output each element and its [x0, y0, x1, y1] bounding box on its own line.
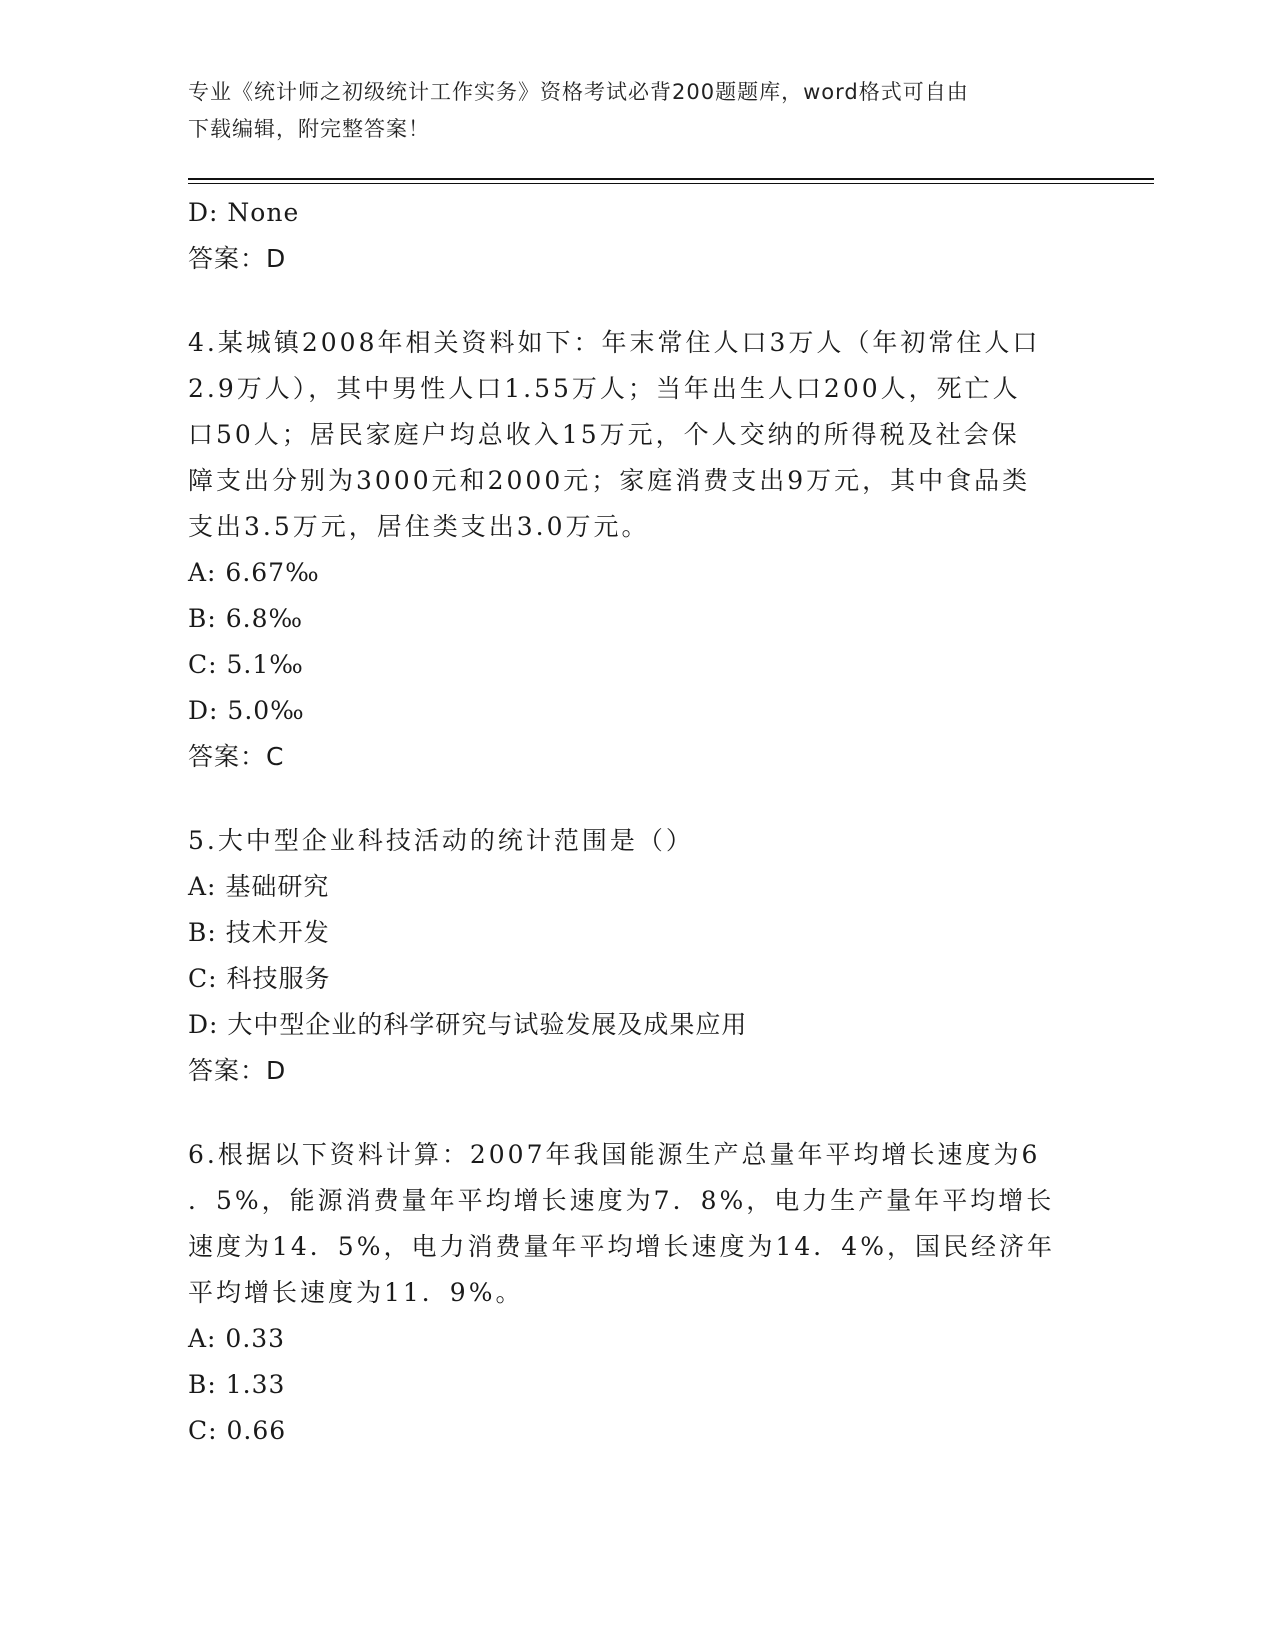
- spacer: [188, 1094, 1088, 1132]
- question-4-text: [188, 320, 1088, 550]
- question-4-option-c: C: 5.1‰: [188, 650, 304, 679]
- question-5-answer: 答案：D: [188, 1056, 287, 1085]
- question-6-line: ．5%，能源消费量年平均增长速度为7．8%，电力生产量年平均增长: [188, 1186, 1055, 1215]
- question-4-option-d: D: 5.0‰: [188, 696, 305, 725]
- document-header: [188, 74, 1068, 148]
- question-5-option-b: B: 技术开发: [188, 918, 330, 947]
- question-6-text: [188, 1132, 1088, 1316]
- question-4-line: 2.9万人），其中男性人口1.55万人；当年出生人口200人，死亡人: [188, 374, 1021, 403]
- question-list: [188, 190, 1088, 1454]
- question-5-option-c: C: 科技服务: [188, 964, 331, 993]
- question-4-option-a: A: 6.67‰: [188, 558, 320, 587]
- question-6-line: 速度为14．5%，电力消费量年平均增长速度为14．4%，国民经济年: [188, 1232, 1055, 1261]
- question-4-option-b: B: 6.8‰: [188, 604, 304, 633]
- question-4-answer: 答案：C: [188, 742, 285, 771]
- question-6-option-a: A: 0.33: [188, 1324, 286, 1353]
- question-5-option-a: A: 基础研究: [188, 872, 330, 901]
- question-4-line: 口50人；居民家庭户均总收入15万元，个人交纳的所得税及社会保: [188, 420, 1020, 449]
- prev-answer: 答案：D: [188, 244, 287, 273]
- question-4-line: 支出3.5万元，居住类支出3.0万元。: [188, 512, 650, 541]
- question-6-line: 平均增长速度为11．9%。: [188, 1278, 524, 1307]
- question-4-line: 4.某城镇2008年相关资料如下：年末常住人口3万人（年初常住人口: [188, 328, 1041, 357]
- question-6-option-c: C: 0.66: [188, 1416, 287, 1445]
- question-5-option-d: D: 大中型企业的科学研究与试验发展及成果应用: [188, 1010, 748, 1039]
- header-divider-thick: [188, 178, 1154, 180]
- question-6-line: 6.根据以下资料计算：2007年我国能源生产总量年平均增长速度为6: [188, 1140, 1041, 1169]
- header-line-1: 专业《统计师之初级统计工作实务》资格考试必背200题题库，word格式可自由: [188, 80, 969, 104]
- header-divider-thin: [188, 183, 1154, 184]
- question-4-line: 障支出分别为3000元和2000元；家庭消费支出9万元，其中食品类: [188, 466, 1031, 495]
- question-6-option-b: B: 1.33: [188, 1370, 286, 1399]
- question-5-text: [188, 818, 1088, 864]
- prev-option-d: D: None: [188, 198, 300, 227]
- spacer: [188, 780, 1088, 818]
- header-line-2: 下载编辑，附完整答案！: [188, 117, 430, 141]
- spacer: [188, 282, 1088, 320]
- question-5-line: 5.大中型企业科技活动的统计范围是（）: [188, 826, 694, 855]
